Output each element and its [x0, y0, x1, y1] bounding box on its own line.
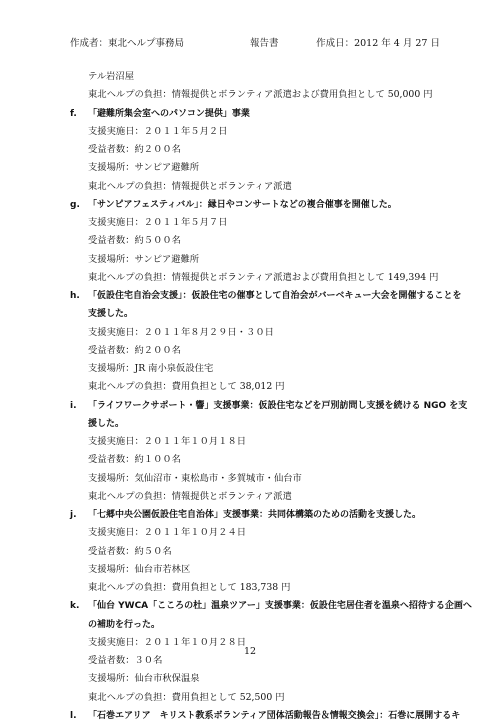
detail-line: 東北ヘルプの負担：費用負担として 52,500 円	[88, 691, 285, 703]
list-item-heading	[70, 287, 462, 305]
page-number: 12	[243, 646, 257, 657]
detail-line: 受益者数：約２００名	[88, 344, 181, 356]
detail-line: 東北ヘルプの負担：費用負担として 183,738 円	[88, 582, 291, 593]
list-item-title: 「七郷中央公園仮設住宅自治体」支援事業：共同体構築のための活動を支援した。	[88, 510, 422, 520]
detail-line: 支援実施日：２０１１年５月２日	[88, 125, 228, 137]
detail-line: 支援場所：仙台市秋保温泉	[88, 673, 200, 685]
list-item-continuation: 支援した。	[88, 309, 134, 320]
detail-line: テル岩沼屋	[88, 71, 135, 82]
list-item-heading	[70, 506, 450, 524]
list-item-marker: l.	[70, 710, 77, 721]
detail-line: 東北ヘルプの負担：情報提供とボランティア派遣および費用負担として 50,000 円	[88, 89, 433, 101]
header-author: 作成者：東北ヘルプ事務局	[70, 38, 185, 49]
list-item-marker: k.	[70, 601, 80, 612]
detail-line: 東北ヘルプの負担：情報提供とボランティア派遣	[88, 490, 292, 502]
header-created-date: 作成日：2012 年 4 月 27 日	[316, 38, 440, 49]
list-item-marker: g.	[70, 199, 80, 210]
page-header	[70, 37, 440, 51]
document-body	[70, 68, 472, 725]
list-item-title: 「避難所集会室へのパソコン提供」事業	[88, 108, 250, 119]
list-item-title: 「ライフワークサポート・響」支援事業：仮設住宅などを戸別訪問し支援を続ける NGO を支	[88, 400, 468, 411]
list-item-marker: f.	[70, 108, 77, 119]
list-item-heading	[70, 707, 461, 725]
detail-line: 受益者数：約１００名	[88, 454, 181, 466]
list-item-heading	[70, 597, 472, 615]
detail-line: 支援場所：サンピア避難所	[88, 162, 200, 174]
detail-line: 支援場所：仙台市若林区	[88, 563, 191, 575]
header-doc-type: 報告書	[250, 38, 279, 49]
list-item-title: 「仮設住宅自治会支援」：仮設住宅の催事として自治会がバーベキュー大会を開催することを	[88, 291, 462, 301]
list-item-title: 「サンピアフェスティバル」：縁日やコンサートなどの複合催事を開催した。	[88, 199, 397, 210]
detail-line: 支援実施日：２０１１年５月７日	[88, 217, 228, 228]
detail-line: 受益者数：３０名	[88, 655, 163, 666]
detail-line: 受益者数：約５０名	[88, 545, 172, 557]
list-item-title: 「仙台 YWCA「こころの杜」温泉ツアー」支援事業：仮設住宅居住者を温泉へ招待する企画へ	[88, 601, 472, 612]
detail-line: 支援場所：サンピア避難所	[88, 253, 200, 265]
detail-line: 受益者数：約２００名	[88, 144, 181, 155]
detail-line: 支援実施日：２０１１年１０月２４日	[88, 527, 247, 539]
detail-line: 東北ヘルプの負担：情報提供とボランティア派遣および費用負担として 149,394 円	[88, 271, 439, 283]
list-item-continuation: 援した。	[88, 418, 125, 429]
detail-line: 支援実施日：２０１１年８月２９日・３０日	[88, 326, 274, 338]
list-item-marker: j.	[70, 510, 77, 520]
list-item-heading	[70, 196, 450, 214]
detail-line: 支援実施日：２０１１年１０月１８日	[88, 436, 247, 447]
detail-line: 受益者数：約５００名	[88, 235, 181, 247]
list-item-heading	[70, 105, 450, 123]
list-item-heading	[70, 397, 468, 415]
list-item-title: 「石巻エアリア キリスト教系ボランティア団体活動報告＆情報交換会」：石巻に展開するキ	[88, 710, 461, 721]
list-item-marker: h.	[70, 291, 80, 301]
detail-line: 支援実施日：２０１１年１０月２８日	[88, 636, 247, 648]
list-item-continuation: の補助を行った。	[88, 619, 161, 630]
detail-line: 東北ヘルプの負担：情報提供とボランティア派遣	[88, 180, 292, 192]
list-item-marker: i.	[70, 400, 77, 411]
detail-line: 東北ヘルプの負担：費用負担として 38,012 円	[88, 381, 285, 393]
detail-line: 支援場所：気仙沼市・東松島市・多賀城市・仙台市	[88, 472, 302, 484]
detail-line: 支援場所：JR 南小泉仮設住宅	[88, 363, 214, 374]
